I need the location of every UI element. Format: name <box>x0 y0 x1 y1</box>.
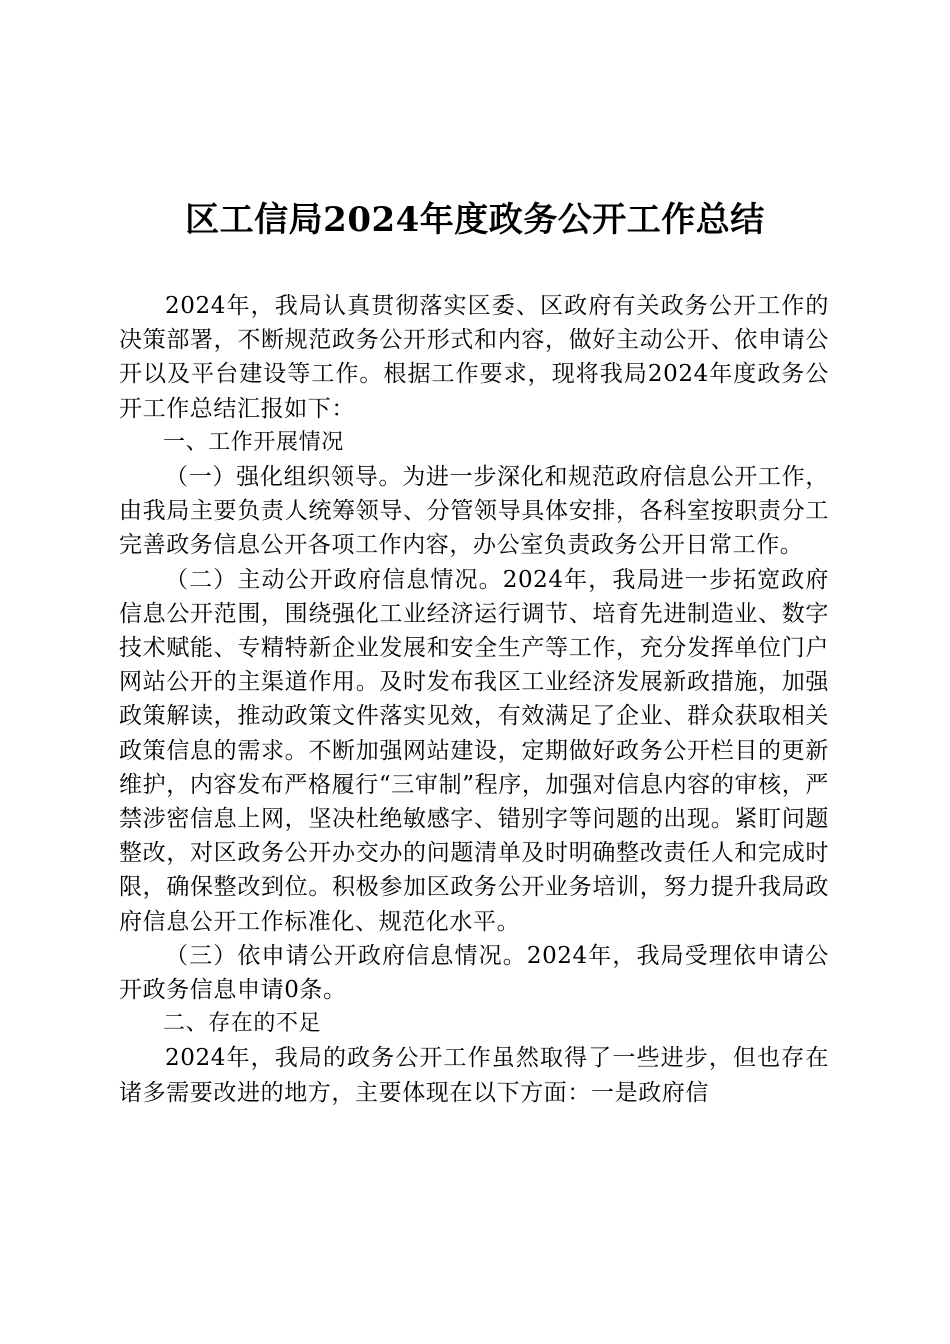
subsection-disclosure-on-request <box>119 939 829 1007</box>
subsection-lead: （二）主动公开政府信息情况。 <box>165 566 503 593</box>
subsection-proactive-disclosure <box>119 563 829 939</box>
subsection-text: 2024年，我局受理依申请公开政务信息申请0条。 <box>119 942 830 1004</box>
intro-paragraph: 2024年，我局认真贯彻落实区委、区政府有关政务公开工作的决策部署，不断规范政务公开形式和内容，做好主动公开、依申请公开以及平台建设等工作。根据工作要求，现将我局2024年度政务公开工作总结汇报如下： <box>119 293 829 422</box>
subsection-text: 2024年，我局进一步拓宽政府信息公开范围，围绕强化工业经济运行调节、培育先进制造业、数字技术赋能、专精特新企业发展和安全生产等工作，充分发挥单位门户网站公开的主渠道作用。及时发布我区工业经济发展新政措施，加强政策解读，推动政策文件落实见效，有效满足了企业、群众获取相关政策信息的需求。不断加强网站建设，定期做好政务公开栏目的更新维护，内容发布严格履行“三审制”程序，加强对信息内容的审核，严禁涉密信息上网，坚决杜绝敏感字、错别字等问题的出现。紧盯问题整改，对区政务公开办交办的问题清单及时明确整改责任人和完成时限，确保整改到位。积极参加区政务公开业务培训，努力提升我局政府信息公开工作标准化、规范化水平。 <box>119 566 829 935</box>
section-heading-shortcomings: 二、存在的不足 <box>163 1011 322 1037</box>
shortcomings-paragraph: 2024年，我局的政务公开工作虽然取得了一些进步，但也存在诸多需要改进的地方，主要体现在以下方面：一是政府信 <box>119 1045 829 1106</box>
section-heading-work-progress: 一、工作开展情况 <box>163 429 344 455</box>
subsection-text: 为进一步深化和规范政府信息公开工作，由我局主要负责人统筹领导、分管领导具体安排，各科室按职责分工完善政务信息公开各项工作内容，办公室负责政务公开日常工作。 <box>119 464 829 559</box>
document-body <box>119 289 829 1110</box>
subsection-lead: （一）强化组织领导。 <box>165 464 403 491</box>
document-title: 区工信局2024年度政务公开工作总结 <box>185 200 765 240</box>
subsection-organization-leadership <box>119 460 829 563</box>
subsection-lead: （三）依申请公开政府信息情况。 <box>165 942 527 969</box>
